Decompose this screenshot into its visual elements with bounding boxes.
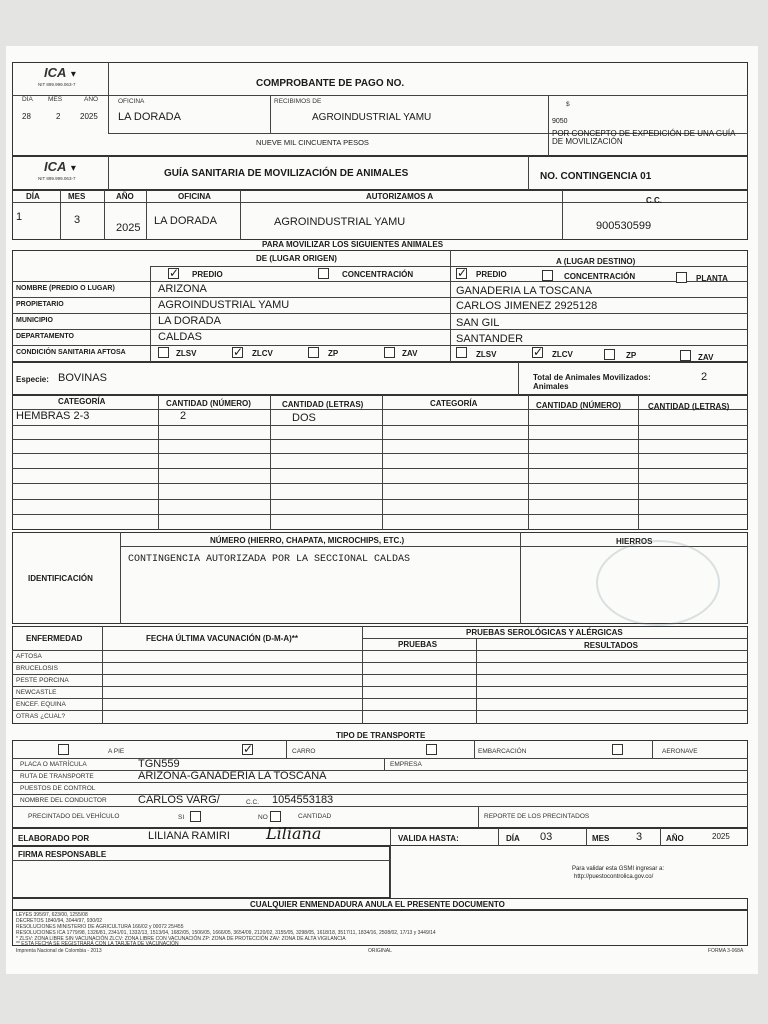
ica-logo-guide [44, 158, 76, 176]
origin-concentracion-checkbox[interactable] [318, 268, 329, 279]
ica-nit-guide: NIT 899.999.063-7 [38, 176, 76, 181]
pruebas-label: PRUEBAS [398, 640, 438, 649]
enfermedad-label: ENFERMEDAD [26, 634, 83, 643]
conductor-label: NOMBRE DEL CONDUCTOR [20, 797, 107, 804]
origin-predio-check-icon: ✓ [169, 266, 180, 280]
guide-oficina-label: OFICINA [178, 192, 211, 201]
movement-heading: PARA MOVILIZAR LOS SIGUIENTES ANIMALES [262, 240, 444, 249]
dest-zlsv-checkbox[interactable] [456, 347, 467, 358]
guide-mes: 3 [74, 214, 81, 226]
origin-zav-checkbox[interactable] [384, 347, 395, 358]
forma-number: FORMA 3-068A [708, 948, 744, 954]
payment-amount-words: NUEVE MIL CINCUENTA PESOS [256, 138, 369, 147]
guide-title: GUÍA SANITARIA DE MOVILIZACIÓN DE ANIMALES [164, 168, 409, 179]
placa-value: TGN559 [138, 758, 180, 770]
fecha-vacunacion-label: FECHA ÚLTIMA VACUNACIÓN (D-M-A)** [146, 634, 298, 643]
conductor-cc: 1054553183 [272, 794, 334, 806]
col-cant-let-right: CANTIDAD (LETRAS) [648, 402, 730, 411]
ruta-value: ARIZONA-GANADERIA LA TOSCANA [138, 770, 327, 782]
row-departamento-label: DEPARTAMENTO [16, 333, 74, 340]
transport-heading: TIPO DE TRANSPORTE [336, 731, 426, 740]
row-municipio-label: MUNICIPIO [16, 317, 53, 324]
disease-peste-porcina: PESTE PORCINA [16, 677, 69, 684]
a-pie-checkbox[interactable] [58, 744, 69, 755]
reporte-label: REPORTE DE LOS PRECINTADOS [484, 813, 590, 820]
pruebas-heading: PRUEBAS SEROLÓGICAS Y ALÉRGICAS [466, 628, 623, 637]
dest-predio-label: PREDIO [476, 270, 507, 279]
puestos-label: PUESTOS DE CONTROL [20, 785, 96, 792]
carro-label: CARRO [292, 748, 316, 755]
valida-label: VALIDA HASTA: [398, 834, 459, 843]
guide-number: NO. CONTINGENCIA 01 [540, 171, 652, 182]
especie-value: BOVINAS [58, 372, 107, 384]
row-municipio-dest: SAN GIL [456, 317, 500, 329]
row-departamento-dest: SANTANDER [456, 333, 524, 345]
origin-zlcv-check-icon: ✓ [233, 345, 244, 359]
si-checkbox[interactable] [190, 811, 201, 822]
carro-check-icon: ✓ [243, 742, 254, 756]
dest-zlsv-label: ZLSV [476, 350, 497, 359]
imprenta: Imprenta Nacional de Colombia - 2013 [16, 948, 102, 954]
origin-zav-label: ZAV [402, 349, 418, 358]
total-value: 2 [701, 371, 708, 383]
row-propietario-dest: CARLOS JIMENEZ 2925128 [456, 300, 598, 312]
disease-newcastle: NEWCASTLE [16, 689, 57, 696]
ica-logo-guide-text: ICA [44, 159, 67, 174]
placa-label: PLACA O MATRÍCULA [20, 761, 87, 768]
dest-predio-check-icon: ✓ [457, 266, 468, 280]
ica-logo-mark-icon: ▾ [70, 69, 76, 80]
row-nombre-origin: ARIZONA [158, 283, 207, 295]
seal-stamp-icon [596, 540, 720, 626]
valida-mes: 3 [636, 831, 643, 843]
origin-zp-checkbox[interactable] [308, 347, 319, 358]
legal-line-6: ** ESTA FECHA SE REGISTRARÁ CON LA TARJETA DE VACUNACIÓN [16, 941, 179, 947]
payment-amount: 9050 [552, 118, 568, 125]
row-nombre-label: NOMBRE (PREDIO O LUGAR) [16, 285, 115, 292]
no-label: NO [258, 814, 268, 821]
conductor-value: CARLOS VARG/ [138, 794, 220, 806]
precintado-label: PRECINTADO DEL VEHÍCULO [28, 813, 120, 820]
valida-ano: 2025 [712, 832, 730, 841]
origin-zlsv-label: ZLSV [176, 349, 197, 358]
animal-cant-num: 2 [180, 410, 187, 422]
col-categoria-left: CATEGORÍA [58, 397, 106, 406]
payment-mes-label: MES [48, 96, 63, 103]
especie-label: Especie: [16, 375, 49, 384]
col-cant-num-right: CANTIDAD (NÚMERO) [536, 401, 621, 410]
signature: Liliana [266, 824, 322, 843]
valida-dia: 03 [540, 831, 553, 843]
payment-title: COMPROBANTE DE PAGO NO. [256, 78, 405, 89]
embarcacion-label: EMBARCACIÓN [478, 748, 527, 755]
legal-line-2: DECRETOS 1840/94, 3044/97, 930/02 [16, 918, 103, 924]
guide-autorizamos: AGROINDUSTRIAL YAMU [274, 216, 406, 228]
dest-zav-checkbox[interactable] [680, 350, 691, 361]
payment-recibimos: AGROINDUSTRIAL YAMU [312, 112, 432, 123]
elaborado-label: ELABORADO POR [18, 834, 90, 843]
guide-ano: 2025 [116, 222, 141, 234]
embarcacion-checkbox[interactable] [426, 744, 437, 755]
identification-label: IDENTIFICACIÓN [28, 574, 93, 583]
guide-dia: 1 [16, 211, 23, 223]
origin-predio-label: PREDIO [192, 270, 223, 279]
origin-zlsv-checkbox[interactable] [158, 347, 169, 358]
aeronave-checkbox[interactable] [612, 744, 623, 755]
condicion-label: CONDICIÓN SANITARIA AFTOSA [16, 349, 126, 356]
dest-zav-label: ZAV [698, 353, 714, 362]
ica-logo [44, 64, 76, 82]
col-cant-let-left: CANTIDAD (LETRAS) [282, 400, 364, 409]
disease-brucelosis: BRUCELOSIS [16, 665, 58, 672]
a-pie-label: A PIE [108, 748, 125, 755]
payment-currency: $ [566, 101, 570, 108]
valida-dia-label: DÍA [506, 834, 520, 843]
dest-heading: A (LUGAR DESTINO) [556, 257, 636, 266]
identification-text: CONTINGENCIA AUTORIZADA POR LA SECCIONAL CALDAS [128, 554, 411, 565]
col-categoria-right: CATEGORÍA [430, 399, 478, 408]
guide-oficina: LA DORADA [154, 215, 217, 227]
ica-nit: NIT 899.999.063-7 [38, 82, 76, 87]
disease-encef-equina: ENCEF. EQUINA [16, 701, 66, 708]
no-checkbox[interactable] [270, 811, 281, 822]
total-unit: Animales [533, 382, 569, 391]
origin-concentracion-label: CONCENTRACIÓN [342, 270, 414, 279]
payment-oficina-label: OFICINA [118, 98, 145, 105]
conductor-cc-label: C.C. [246, 799, 259, 806]
legal-line-4: RESOLUCIONES ICA 1779/98, 1326/81, 2341/01, 1332/13, 1513/04, 1682/05, 1506/05, 1666/05, 3654/09, 2120/02, 3155/05, 3298/05, 1618/18, 3517/11, 1834/16, 2508/02, 17/13 y 3449/14 [16, 930, 436, 936]
firma-label: FIRMA RESPONSABLE [18, 850, 107, 859]
row-propietario-label: PROPIETARIO [16, 301, 64, 308]
row-propietario-origin: AGROINDUSTRIAL YAMU [158, 299, 290, 311]
guide-mes-label: MES [68, 192, 86, 201]
cantidad-label: CANTIDAD [298, 813, 332, 820]
legal-line-3: RESOLUCIONES MINISTERIO DE AGRICULTURA 166/02 y 00072 25/455 [16, 924, 184, 930]
ruta-label: RUTA DE TRANSPORTE [20, 773, 94, 780]
col-cant-num-left: CANTIDAD (NÚMERO) [166, 399, 251, 408]
total-label: Total de Animales Movilizados: [533, 373, 651, 382]
disease-aftosa: AFTOSA [16, 653, 42, 660]
si-label: SI [178, 814, 185, 821]
dest-planta-label: PLANTA [696, 274, 728, 283]
animal-cant-let: DOS [292, 412, 316, 424]
aeronave-label: AERONAVE [662, 748, 698, 755]
payment-recibimos-label: RECIBIMOS DE [274, 98, 322, 105]
row-municipio-origin: LA DORADA [158, 315, 221, 327]
hierros-label: HIERROS [616, 537, 653, 546]
origin-zlcv-label: ZLCV [252, 349, 273, 358]
dest-concentracion-label: CONCENTRACIÓN [564, 272, 636, 281]
payment-oficina: LA DORADA [118, 111, 181, 123]
valida-mes-label: MES [592, 834, 610, 843]
payment-dia-label: DÍA [22, 96, 33, 103]
ica-logo-text: ICA [44, 65, 67, 80]
origin-zp-label: ZP [328, 349, 339, 358]
payment-mes: 2 [56, 112, 61, 121]
valida-ano-label: AÑO [666, 834, 684, 843]
numero-label: NÚMERO (HIERRO, CHAPATA, MICROCHIPS, ETC.) [210, 536, 405, 545]
resultados-label: RESULTADOS [584, 641, 638, 650]
payment-dia: 28 [22, 112, 31, 121]
empresa-label: EMPRESA [390, 761, 422, 768]
animal-categoria: HEMBRAS 2-3 [16, 410, 90, 422]
origin-heading: DE (LUGAR ORIGEN) [256, 254, 337, 263]
dest-zlcv-label: ZLCV [552, 350, 573, 359]
legal-line-1: LEYES 395/97, 623/00, 1255/08 [16, 912, 88, 918]
guide-ano-label: AÑO [116, 192, 134, 201]
dest-concentracion-checkbox[interactable] [542, 270, 553, 281]
row-nombre-dest: GANADERIA LA TOSCANA [456, 285, 592, 297]
guide-autorizamos-label: AUTORIZAMOS A [366, 192, 434, 201]
payment-concepto: POR CONCEPTO DE EXPEDICIÓN DE UNA GUÍA DE MOVILIZACIÓN [552, 129, 735, 146]
guide-cc-label: C.C. [646, 196, 662, 205]
legal-line-5: * ZLSV: ZONA LIBRE SIN VACUNACIÓN ZLCV: ZONA LIBRE CON VACUNACIÓN ZP: ZONA DE PROTECCIÓN ZAV: ZONA DE ALTA VIGILANCIA [16, 936, 346, 942]
payment-ano-label: AÑO [84, 96, 99, 103]
guide-dia-label: DÍA [26, 192, 40, 201]
validar-url[interactable]: http://puestocontrolica.gov.co/ [574, 874, 654, 880]
payment-ano: 2025 [80, 112, 98, 121]
enmendadura-text: CUALQUIER ENMENDADURA ANULA EL PRESENTE DOCUMENTO [250, 900, 505, 909]
guide-cc: 900530599 [596, 220, 652, 232]
dest-zlcv-check-icon: ✓ [533, 345, 544, 359]
validar-text: Para validar esta GSMI ingresar a: [572, 866, 665, 872]
row-departamento-origin: CALDAS [158, 331, 203, 343]
disease-otras: OTRAS ¿CUAL? [16, 713, 66, 720]
ica-logo-guide-mark-icon: ▾ [70, 163, 76, 174]
dest-zp-checkbox[interactable] [604, 349, 615, 360]
dest-zp-label: ZP [626, 351, 637, 360]
dest-planta-checkbox[interactable] [676, 272, 687, 283]
elaborado-value: LILIANA RAMIRI [148, 830, 230, 842]
original-mark: ORIGINAL [368, 948, 392, 954]
